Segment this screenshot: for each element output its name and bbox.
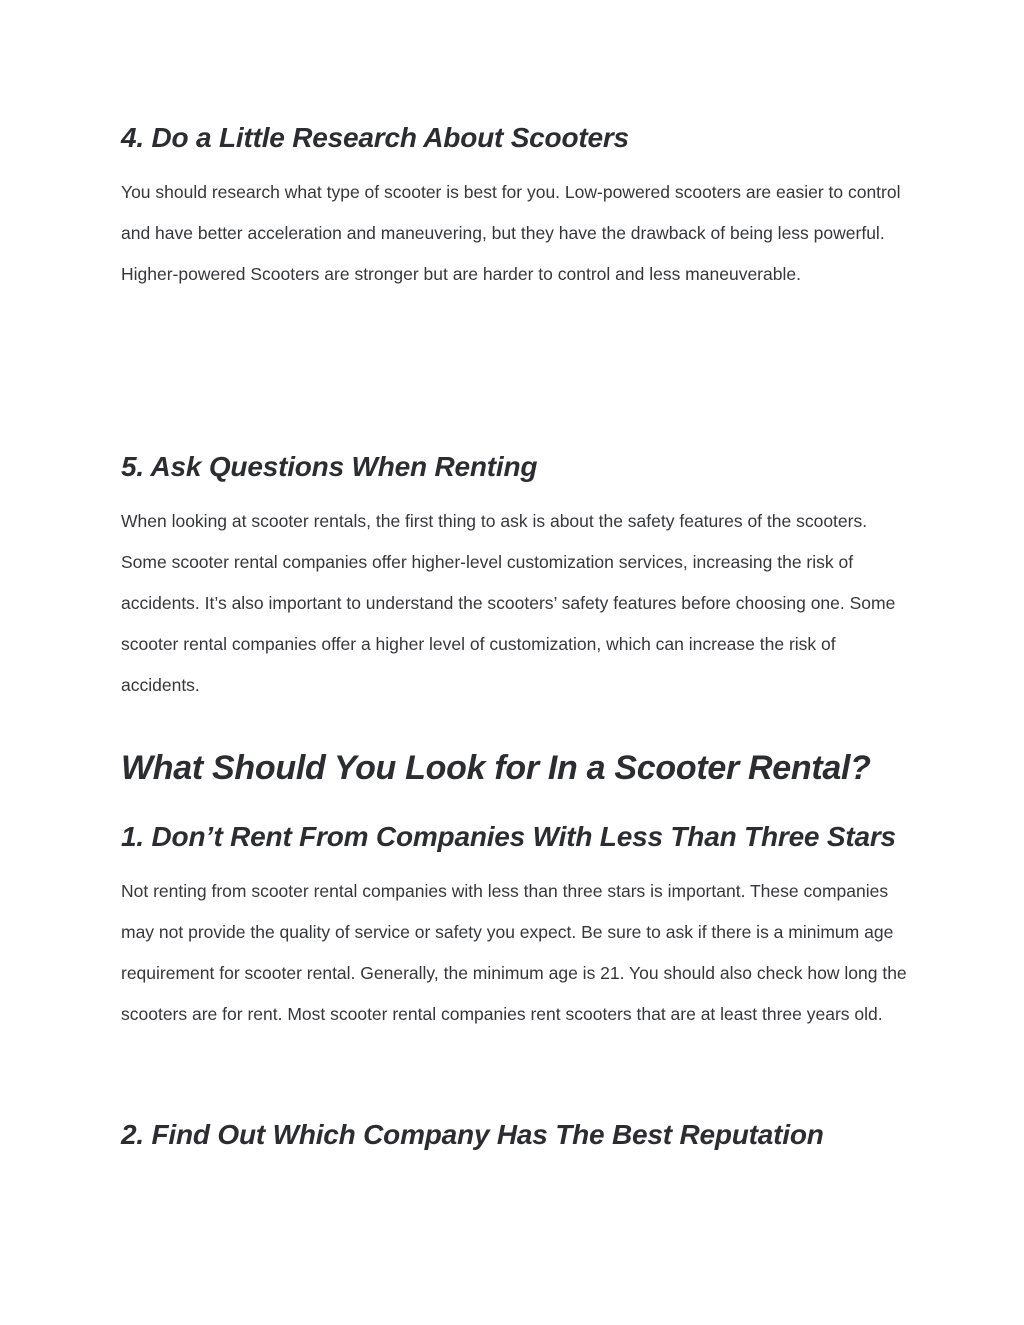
section-paragraph-questions: When looking at scooter rentals, the first thing to ask is about the safety features of the scooters. Some scooter rental companies offer higher-level customization services, increasing the risk of accidents. It’s also important to understand the scooters’ safety features before choosing one. Some scooter rental companies offer a higher level of customization, which can increase the risk of accidents. [121, 511, 896, 695]
section-heading-three-stars: 1. Don’t Rent From Companies With Less Than Three Stars [121, 821, 896, 852]
section-paragraph-three-stars: Not renting from scooter rental companies with less than three stars is important. These companies may not provide the quality of service or safety you expect. Be sure to ask if there is a minimum age requirement for scooter rental. Generally, the minimum age is 21. You should also check how long the scooters are for rent. Most scooter rental companies rent scooters that are at least three years old. [121, 881, 907, 1024]
section-paragraph-research: You should research what type of scooter is best for you. Low-powered scooters are easier to control and have better acceleration and maneuvering, but they have the drawback of being less powerful. Higher-powered Scooters are stronger but are harder to control and less maneuverable. [121, 182, 901, 284]
section-heading-what-to-look-for: What Should You Look for In a Scooter Rental? [121, 749, 871, 787]
section-heading-research: 4. Do a Little Research About Scooters [121, 122, 629, 153]
section-heading-reputation: 2. Find Out Which Company Has The Best Reputation [121, 1119, 824, 1150]
section-heading-questions: 5. Ask Questions When Renting [121, 451, 538, 482]
